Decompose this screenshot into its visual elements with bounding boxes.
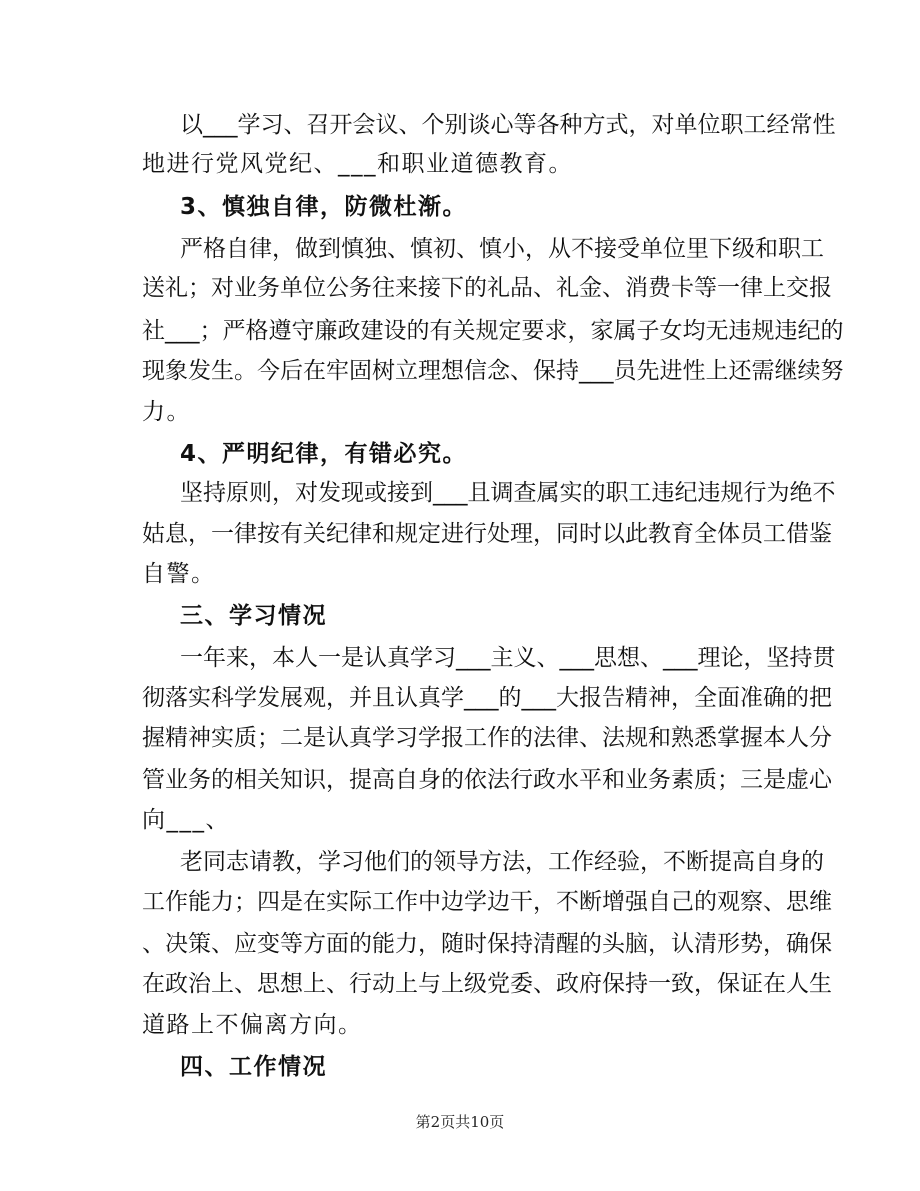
page-number: 第2页共10页 <box>415 1113 505 1131</box>
paragraph-line: 工作能力；四是在实际工作中边学边干，不断增强自己的观察、思维 <box>142 889 832 915</box>
paragraph-line: 、决策、应变等方面的能力，随时保持清醒的头脑，认清形势，确保 <box>142 931 832 957</box>
paragraph-line: 自警。 <box>142 561 216 587</box>
paragraph-line: 地进行党风党纪、___和职业道德教育。 <box>142 151 573 177</box>
section-heading: 四、工作情况 <box>180 1054 327 1080</box>
paragraph-line: 严格自律，做到慎独、慎初、慎小，从不接受单位里下级和职工 <box>180 236 824 262</box>
paragraph-line: 送礼；对业务单位公务往来接下的礼品、礼金、消费卡等一律上交报 <box>142 275 832 301</box>
paragraph-line: 一年来，本人一是认真学习___主义、___思想、___理论，坚持贯 <box>180 645 836 671</box>
paragraph-line: 老同志请教，学习他们的领导方法，工作经验，不断提高自身的 <box>180 849 824 875</box>
paragraph-line: 向___、 <box>142 807 230 833</box>
paragraph-line: 现象发生。今后在牢固树立理想信念、保持___员先进性上还需继续努 <box>142 358 844 384</box>
paragraph-line: 以___学习、召开会议、个别谈心等各种方式，对单位职工经常性 <box>180 112 836 138</box>
paragraph-line: 管业务的相关知识，提高自身的依法行政水平和业务素质；三是虚心 <box>142 767 832 793</box>
paragraph-line: 坚持原则，对发现或接到___且调查属实的职工违纪违规行为绝不 <box>180 480 836 506</box>
section-heading: 三、学习情况 <box>180 603 327 629</box>
paragraph-line: 社___；严格遵守廉政建设的有关规定要求，家属子女均无违规违纪的 <box>142 318 844 344</box>
paragraph-line: 在政治上、思想上、行动上与上级党委、政府保持一致，保证在人生 <box>142 971 832 997</box>
paragraph-line: 力。 <box>142 399 191 425</box>
paragraph-line: 握精神实质；二是认真学习学报工作的法律、法规和熟悉掌握本人分 <box>142 725 832 751</box>
section-heading: 3、慎独自律，防微杜渐。 <box>180 194 468 220</box>
section-heading: 4、严明纪律，有错必究。 <box>180 441 468 467</box>
paragraph-line: 道路上不偏离方向。 <box>142 1012 363 1038</box>
paragraph-line: 彻落实科学发展观，并且认真学___的___大报告精神，全面准确的把 <box>142 685 832 711</box>
paragraph-line: 姑息，一律按有关纪律和规定进行处理，同时以此教育全体员工借鉴 <box>142 521 832 547</box>
